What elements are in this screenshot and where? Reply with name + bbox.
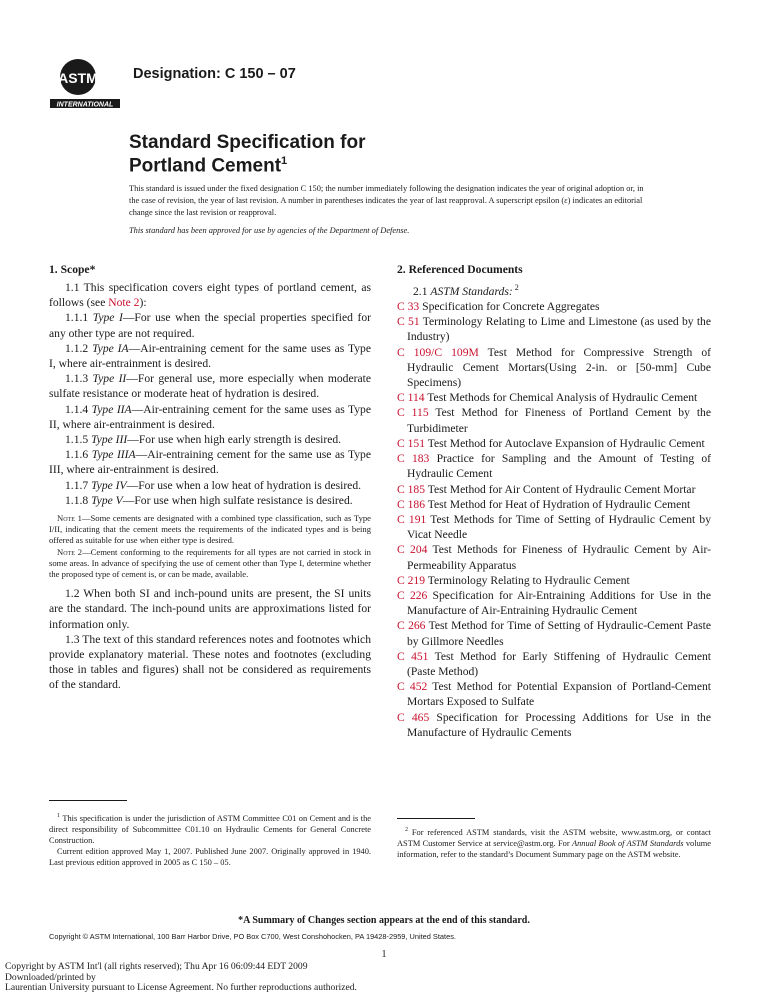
cement-type-item: 1.1.4 Type IIA—Air-entraining cement for the same uses as Type II, where air-entrainment is desired. [49,402,371,431]
reference-link[interactable]: C 451 [397,649,429,663]
reference-item [397,390,711,405]
reference-link[interactable]: C 114 [397,391,425,405]
cement-type-item: 1.1.8 Type V—For use when high sulfate resistance is desired. [65,493,353,507]
reference-link[interactable]: C 465 [397,710,430,724]
reference-description: Test Method for Time of Setting of Hydraulic-Cement Paste by Gillmore Needles [407,619,711,648]
download-notice [5,962,357,994]
reference-description: Test Method for Fineness of Portland Cement by the Turbidimeter [407,406,711,435]
reference-description: Test Methods for Time of Setting of Hydraulic Cement by Vicat Needle [407,512,711,542]
footnote-2-text: $^2$ For referenced ASTM standards, visit the ASTM website, www.astm.org, or contact ASTM Customer Service at service@astm.org. For Annual Book of ASTM Standards volume information, refer to the standard’s Document Summary page on the ASTM website. [397,827,711,859]
download-line: Downloaded/printed by [5,971,96,983]
reference-description: Test Method for Heat of Hydration of Hydraulic Cement [425,497,691,511]
cement-types-list [49,310,371,508]
astm-standards-subheading: 2.1 ASTM Standards: $^2$ [413,283,519,298]
reference-link[interactable]: C 219 [397,573,426,587]
cement-type-item: 1.1.5 Type III—For use when high early strength is desired. [65,433,342,447]
reference-link[interactable]: C 226 [397,588,428,602]
reference-link[interactable]: C 185 [397,482,426,496]
reference-description: Test Methods for Chemical Analysis of Hydraulic Cement [424,391,698,405]
reference-description: Test Method for Compressive Strength of Hydraulic Cement Mortars(Using 2-in. or [50-mm] Cube Specimens) [407,345,711,390]
reference-item [397,649,711,679]
download-line: Copyright by ASTM Int'l (all rights reserved); Thu Apr 16 06:09:44 EDT 2009 [5,961,308,972]
logo-subtext: INTERNATIONAL [56,101,114,109]
reference-item [397,345,711,391]
download-line: Laurentian University pursuant to License Agreement. No further reproductions authorized. [5,982,357,994]
reference-description: Specification for Concrete Aggregates [419,300,600,314]
title-line-2 [129,152,365,175]
scope-para-1-3: 1.3 The text of this standard references notes and footnotes which provide explanatory material. These notes and footnotes (excluding those in tables and figures) shall not be considered as requirements of the standard. [49,632,371,692]
reference-item [397,679,711,709]
reference-description: Test Method for Early Stiffening of Hydraulic Cement (Paste Method) [407,649,711,678]
footnote-1 [49,800,371,868]
reference-description: Terminology Relating to Hydraulic Cement [425,573,630,587]
footnote-1-para-2: Current edition approved May 1, 2007. Published June 2007. Originally approved in 1940. Last previous edition approved in 2005 as C 150 – 05. [49,846,371,867]
reference-link[interactable]: C 204 [397,543,428,557]
reference-item [397,542,711,572]
reference-description: Specification for Air-Entraining Additions for Use in the Manufacture of Air-Entraining Hydraulic Cement [407,588,711,618]
footnote-rule [397,818,475,819]
reference-description: Test Method for Autoclave Expansion of Hydraulic Cement [425,436,705,450]
intro-text: This standard is issued under the fixed designation C 150; the number immediately following the designation indicates the year of original adoption or, in the case of revision, the year of last revision. A number in parentheses indicates the year of last reapproval. A superscript epsilon (ε) indicates an editorial change since the last revision or reapproval. [129,184,644,218]
summary-notice: *A Summary of Changes section appears at the end of this standard. [238,915,530,926]
reference-item [397,299,711,314]
left-column [49,262,371,693]
reference-item [397,512,711,542]
reference-description: Test Method for Potential Expansion of Portland-Cement Mortars Exposed to Sulfate [407,680,711,709]
reference-link[interactable]: C 191 [397,512,427,526]
cement-type-item: 1.1.2 Type IA—Air-entraining cement for the same uses as Type I, where air-entrainment is desired. [49,341,371,371]
scope-para-1-1: 1.1 This specification covers eight types of portland cement, as follows (see Note 2): [49,281,371,310]
reference-item [397,573,711,588]
dod-notice: This standard has been approved for use by agencies of the Department of Defense. [129,226,410,235]
reference-description: Terminology Relating to Lime and Limestone (as used by the Industry) [407,315,711,344]
reference-link[interactable]: C 151 [397,436,426,450]
page-number: 1 [381,949,387,960]
cement-type-item: 1.1.1 Type I—For use when the special properties specified for any other type are not required. [49,311,371,340]
reference-item [397,482,711,497]
reference-description: Test Method for Air Content of Hydraulic Cement Mortar [425,482,696,496]
note-1: Note 1—Some cements are designated with a combined type classification, such as Type I/II, indicating that the cement meets the requirements of the indicated types and is being offered as suitable for use when either type is desired. [49,513,371,546]
reference-description: Test Methods for Fineness of Hydraulic Cement by Air-Permeability Apparatus [407,543,711,572]
reference-description: Specification for Processing Additions for Use in the Manufacture of Hydraulic Cements [407,710,711,739]
notes [49,513,371,580]
reference-item [397,710,711,740]
reference-item [397,618,711,648]
designation: Designation: C 150 – 07 [133,66,296,82]
reference-link[interactable]: C 452 [397,680,428,694]
reference-description: Practice for Sampling and the Amount of Testing of Hydraulic Cement [407,452,711,481]
reference-link[interactable]: C 115 [397,406,429,420]
cement-type-item: 1.1.3 Type II—For general use, more especially when moderate sulfate resistance or moderate heat of hydration is desired. [49,372,371,401]
reference-item [397,451,711,481]
footnote-rule [49,800,127,801]
note-2: Note 2—Cement conforming to the requirements for all types are not carried in stock in some areas. In advance of specifying the use of cement other than Type I, determine whether the proposed type of cement is, or can be made, available. [49,546,371,580]
references-heading: 2. Referenced Documents [397,263,523,276]
reference-link[interactable]: C 186 [397,497,426,511]
reference-item [397,405,711,435]
reference-list [397,299,711,740]
reference-link[interactable]: C 183 [397,452,430,466]
note-2-link[interactable]: Note 2 [108,296,140,310]
footnote-1-para-1: $^1$ This specification is under the jurisdiction of ASTM Committee C01 on Cement and is the direct responsibility of Subcommittee C01.10 on Hydraulic Cements for General Concrete Construction. [49,813,371,845]
reference-item [397,314,711,344]
right-column [397,262,711,740]
scope-heading: 1. Scope* [49,263,96,276]
copyright-line: Copyright © ASTM International, 100 Barr Harbor Drive, PO Box C700, West Conshohocken, PA 19428-2959, United States. [49,932,456,941]
cement-type-item: 1.1.7 Type IV—For use when a low heat of hydration is desired. [65,478,362,492]
document-title [129,133,365,175]
title-main: Portland Cement [129,155,282,177]
cement-type-item: 1.1.6 Type IIIA—Air-entraining cement for the same use as Type III, where air-entrainment is desired. [49,448,371,477]
reference-item [397,497,711,512]
reference-item [397,436,711,451]
reference-link[interactable]: C 266 [397,619,426,633]
title-footnote-mark[interactable]: 1 [281,155,288,167]
title-line-1: Standard Specification for [129,132,366,153]
astm-logo [50,55,122,113]
scope-para-1-2: 1.2 When both SI and inch-pound units are present, the SI units are the standard. The inch-pound units are approximations listed for information only. [49,587,371,631]
reference-link[interactable]: C 51 [397,315,420,329]
reference-item [397,588,711,618]
footnote-2 [397,818,711,860]
reference-link[interactable]: C 33 [397,300,420,314]
reference-link[interactable]: C 109/C 109M [397,345,479,359]
logo-text: ASTM [58,70,98,86]
